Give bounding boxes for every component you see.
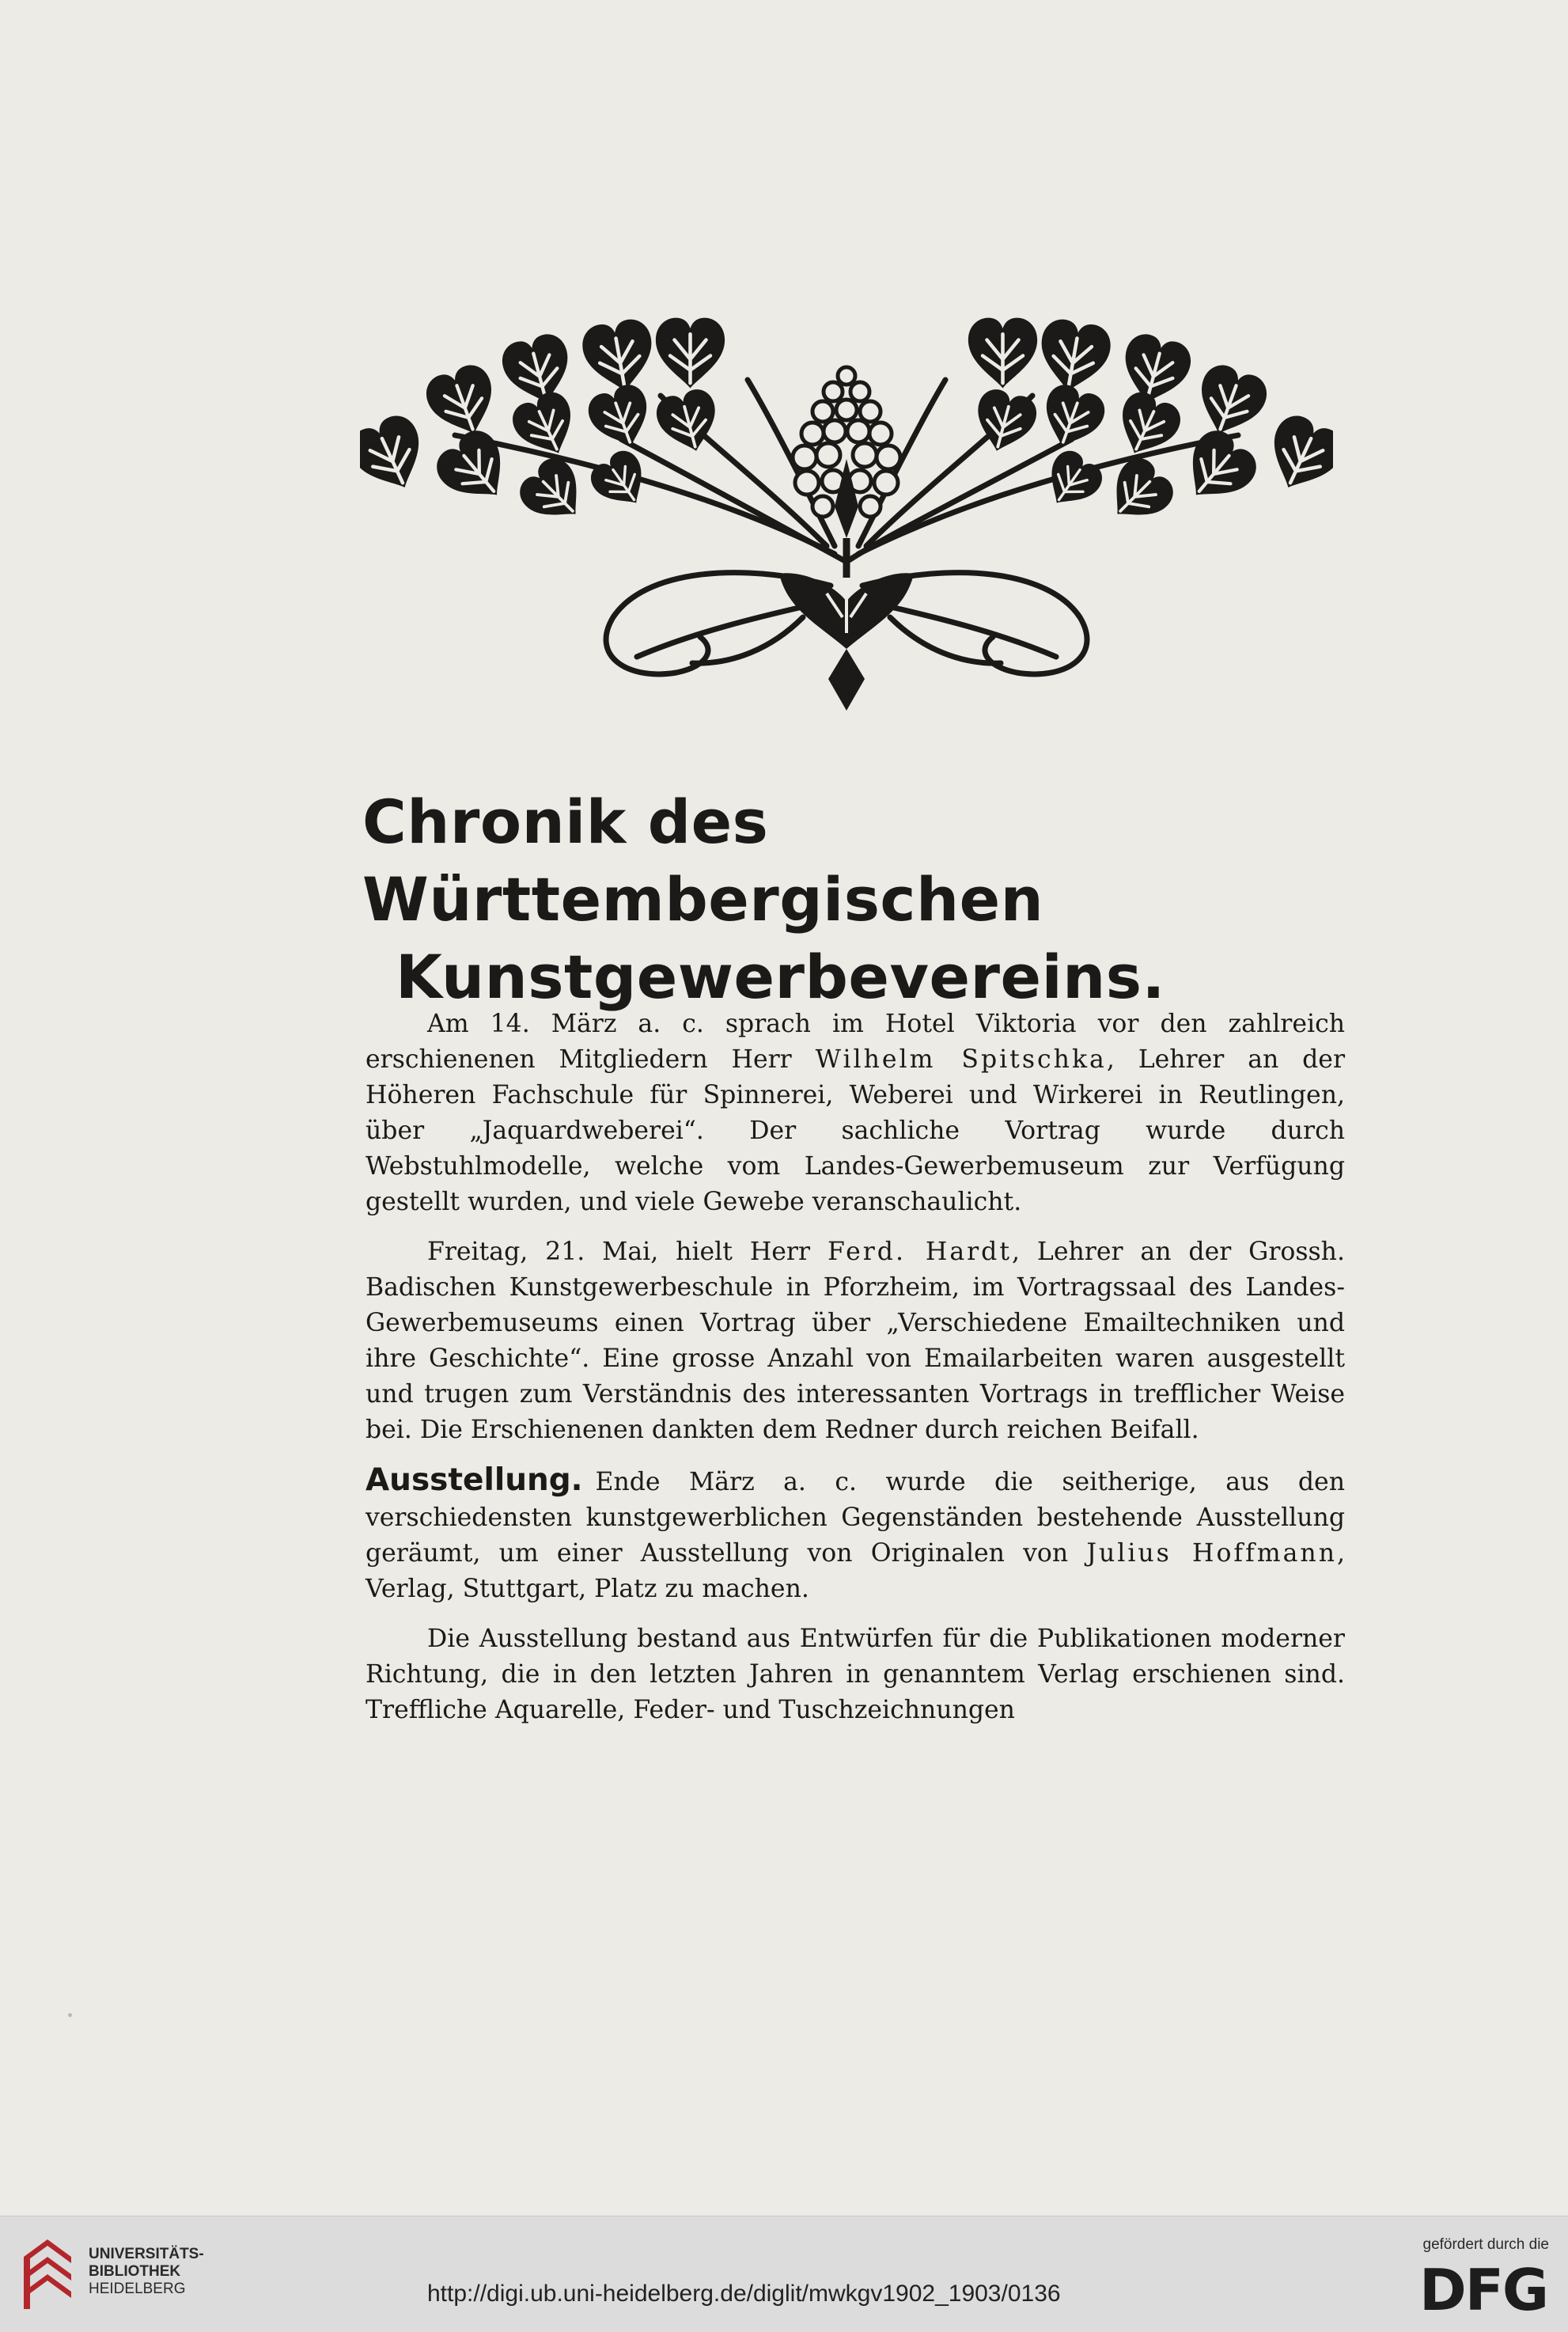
ivy-leaves-ornament-icon [360, 301, 1333, 720]
viewer-footer-bar [0, 2216, 1568, 2332]
artist-name: Julius Hoffmann [1086, 1539, 1337, 1568]
page-title [362, 783, 1343, 1016]
title-line-1: Chronik des Württembergischen [362, 787, 1044, 935]
paper-speck [68, 2013, 72, 2017]
library-name[interactable] [89, 2246, 204, 2298]
speaker-name-1: Wilhelm Spitschka [815, 1045, 1107, 1074]
paragraph-2 [365, 1234, 1345, 1448]
paragraph-2-text-a: Freitag, 21. Mai, hielt Herr [427, 1238, 828, 1266]
paragraph-4 [365, 1621, 1345, 1728]
paragraph-4-text: Die Ausstellung bestand aus Entwürfen für die Publikationen moderner Richtung, die in den letzten Jahren in genanntem Verlag erschienen sind. Treffliche Aquarelle, Feder- und Tuschzeichnungen [365, 1625, 1345, 1724]
library-name-line-3: HEIDELBERG [89, 2281, 186, 2297]
paragraph-1-text-b: , Lehrer an der Höheren Fachschule für Spinnerei, Weberei und Wirkerei in Reutlingen, über „Jaquardweberei“. Der sachliche Vortrag wurde durch Webstuhlmodelle, welche vom Landes-Gewerbemuseum zur Verfügung gestellt wurden, und viele Gewebe veranschaulicht. [365, 1045, 1346, 1216]
paragraph-1-text-a: Am 14. März a. c. sprach im Hotel Viktoria vor den zahlreich erschienenen Mitgliedern Herr [365, 1010, 1345, 1074]
article-body [365, 1007, 1345, 1742]
sponsor-label: gefördert durch die [1422, 2236, 1549, 2253]
paragraph-3 [365, 1462, 1345, 1607]
permalink-url[interactable]: http://digi.ub.uni-heidelberg.de/diglit/mwkgv1902_1903/0136 [427, 2281, 1061, 2307]
speaker-name-2: Ferd. Hardt [827, 1238, 1012, 1266]
paragraph-2-text-b: , Lehrer an der Grossh. Badischen Kunstgewerbeschule in Pforzheim, im Vortragssaal des Landes-Gewerbemuseums einen Vortrag über „Verschiedene Emailtechniken und ihre Geschichte“. Eine grosse Anzahl von Emailarbeiten waren ausgestellt und trugen zum Verständnis des interessanten Vortrags in trefflicher Weise bei. Die Erschienenen dankten dem Redner durch reichen Beifall. [365, 1238, 1345, 1444]
title-line-2: Kunstgewerbevereins. [396, 942, 1165, 1012]
paragraph-3-text-b: , Verlag, Stuttgart, Platz zu machen. [365, 1539, 1345, 1603]
paragraph-1 [365, 1007, 1345, 1220]
library-name-line-1: UNIVERSITÄTS- [89, 2246, 204, 2262]
ub-heidelberg-logo-icon[interactable] [17, 2233, 78, 2315]
dfg-logo[interactable]: DFG [1418, 2257, 1547, 2323]
section-heading-ausstellung: Ausstellung. [365, 1462, 583, 1498]
paragraph-3-text-a: Ende März a. c. wurde die seitherige, aus den verschiedensten kunstgewerblichen Gegenständen bestehende Ausstellung geräumt, um einer Ausstellung von Originalen von [365, 1468, 1345, 1568]
library-name-line-2: BIBLIOTHEK [89, 2263, 181, 2280]
